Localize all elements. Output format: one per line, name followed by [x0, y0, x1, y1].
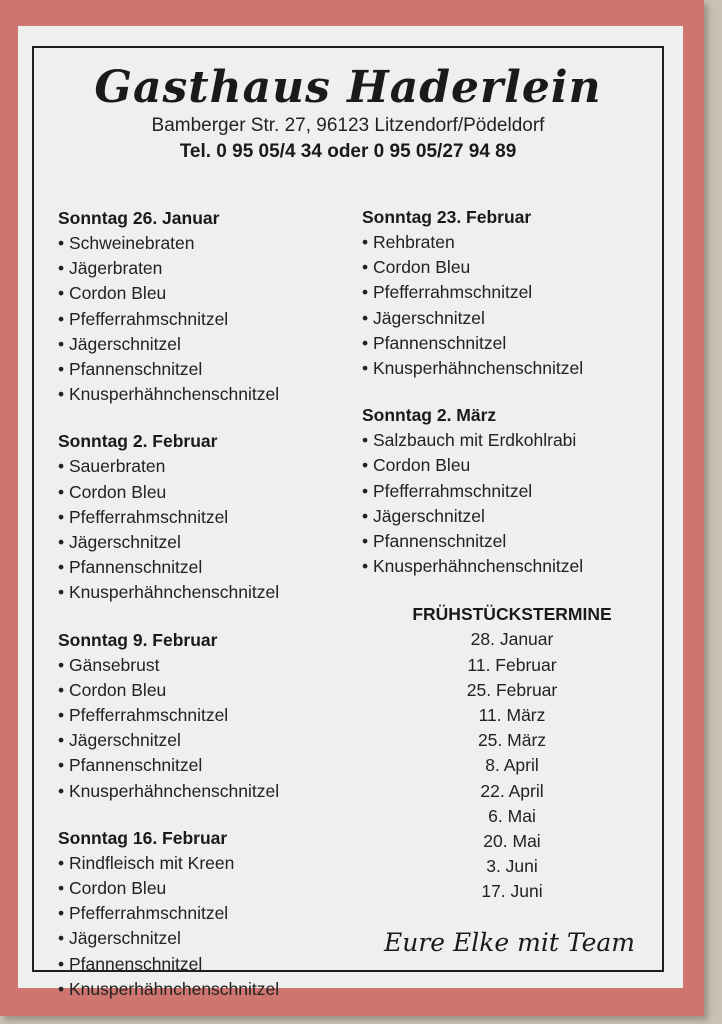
breakfast-dates [362, 627, 662, 904]
dish-item: • Pfannenschnitzel [362, 331, 662, 356]
dish-item: • Gänsebrust [58, 653, 358, 678]
dish-item: • Cordon Bleu [58, 480, 358, 505]
breakfast-date: 25. März [477, 730, 547, 751]
menu-day [362, 205, 662, 381]
left-column [58, 206, 358, 1024]
dish-item: • Jägerschnitzel [362, 306, 662, 331]
dish-item: • Pfefferrahmschnitzel [58, 307, 358, 332]
dish-list [58, 851, 358, 1002]
dish-item: • Pfefferrahmschnitzel [58, 901, 358, 926]
dish-item: • Knusperhähnchenschnitzel [58, 779, 358, 804]
dish-item: • Sauerbraten [58, 454, 358, 479]
dish-item: • Jägerschnitzel [362, 504, 662, 529]
restaurant-phone: Tel. 0 95 05/4 34 oder 0 95 05/27 94 89 [179, 141, 517, 162]
breakfast-date: 28. Januar [470, 629, 554, 650]
menu-day [362, 403, 662, 579]
breakfast-date: 11. März [478, 705, 546, 726]
dish-item: • Pfefferrahmschnitzel [58, 505, 358, 530]
menu-day-title: Sonntag 16. Februar [58, 827, 228, 848]
dish-item: • Jägerschnitzel [58, 926, 358, 951]
menu-frame [32, 46, 664, 999]
dish-item: • Cordon Bleu [362, 453, 662, 478]
dish-item: • Pfefferrahmschnitzel [362, 479, 662, 504]
dish-item: • Knusperhähnchenschnitzel [58, 977, 358, 1002]
menu-day [58, 826, 358, 1002]
menu-day-title: Sonntag 2. Februar [58, 431, 218, 452]
menu-sheet [18, 26, 683, 999]
menu-day [58, 429, 358, 605]
restaurant-address: Bamberger Str. 27, 96123 Litzendorf/Pödeldorf [151, 115, 545, 136]
menu-day-title: Sonntag 2. März [362, 405, 497, 426]
signature: Eure Elke mit Team [384, 928, 636, 957]
dish-list [362, 230, 662, 381]
menu-day [58, 628, 358, 804]
breakfast-date: 6. Mai [488, 805, 536, 826]
dish-item: • Pfannenschnitzel [362, 529, 662, 554]
dish-item: • Jägerschnitzel [58, 530, 358, 555]
dish-item: • Cordon Bleu [58, 281, 358, 306]
dish-item: • Knusperhähnchenschnitzel [58, 580, 358, 605]
dish-item: • Pfannenschnitzel [58, 753, 358, 778]
menu-day-title: Sonntag 23. Februar [362, 207, 532, 227]
dish-list [58, 454, 358, 605]
breakfast-date: 20. Mai [483, 831, 541, 852]
menu-day-title: Sonntag 26. Januar [58, 208, 220, 228]
header [34, 62, 662, 166]
dish-item: • Jägerbraten [58, 256, 358, 281]
right-menus [362, 205, 662, 579]
dish-item: • Schweinebraten [58, 231, 358, 256]
dish-item: • Pfefferrahmschnitzel [58, 703, 358, 728]
breakfast-date: 8. April [485, 755, 539, 776]
breakfast-date: 22. April [480, 780, 544, 801]
breakfast-date: 25. Februar [466, 679, 558, 700]
dish-item: • Knusperhähnchenschnitzel [362, 554, 662, 579]
dish-list [58, 653, 358, 804]
dish-item: • Jägerschnitzel [58, 728, 358, 753]
dish-item: • Cordon Bleu [58, 678, 358, 703]
dish-item: • Pfannenschnitzel [58, 952, 358, 977]
menu-day-title: Sonntag 9. Februar [58, 629, 218, 650]
dish-list [362, 428, 662, 579]
dish-item: • Cordon Bleu [58, 876, 358, 901]
breakfast-date: 17. Juni [481, 881, 543, 902]
dish-item: • Pfefferrahmschnitzel [362, 280, 662, 305]
menu-day [58, 206, 358, 407]
dish-item: • Rindfleisch mit Kreen [58, 851, 358, 876]
dish-item: • Pfannenschnitzel [58, 555, 358, 580]
breakfast-title: FRÜHSTÜCKSTERMINE [412, 604, 612, 625]
breakfast-date: 3. Juni [486, 856, 538, 877]
dish-item: • Knusperhähnchenschnitzel [58, 382, 358, 407]
breakfast-date: 11. Februar [467, 654, 557, 675]
dish-list [58, 231, 358, 407]
dish-item: • Jägerschnitzel [58, 332, 358, 357]
dish-item: • Cordon Bleu [362, 255, 662, 280]
restaurant-title: Gasthaus Haderlein [94, 62, 602, 113]
dish-item: • Pfannenschnitzel [58, 357, 358, 382]
dish-item: • Rehbraten [362, 230, 662, 255]
dish-item: • Knusperhähnchenschnitzel [362, 356, 662, 381]
dish-item: • Salzbauch mit Erdkohlrabi [362, 428, 662, 453]
right-column [362, 205, 662, 905]
